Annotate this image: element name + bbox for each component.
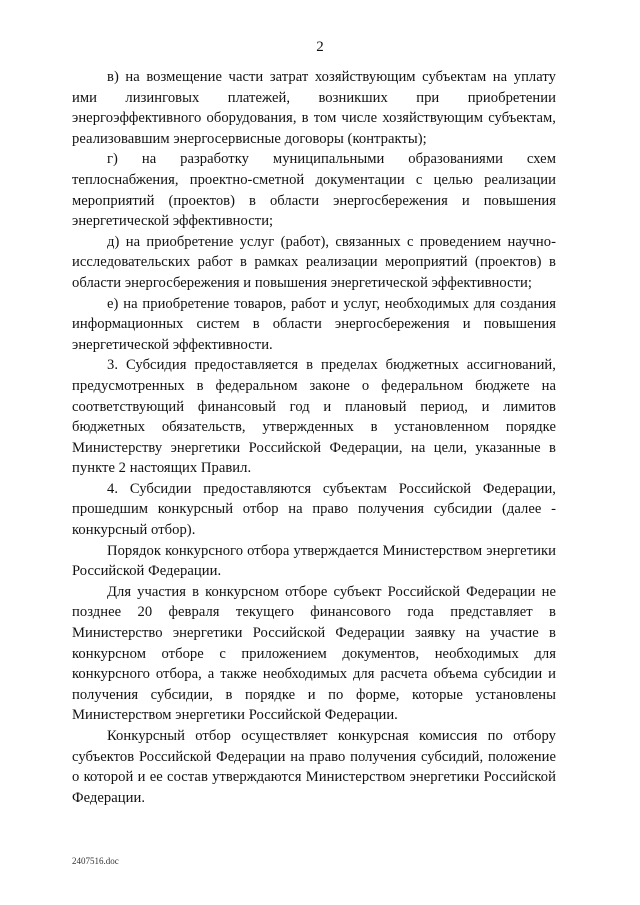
paragraph-item-v: в) на возмещение части затрат хозяйствующим субъектам на уплату ими лизинговых платежей, возникших при приобретении энергоэффективного оборудования, в том числе хозяйствующим субъектам, реализовавшим энергосервисные договоры (контракты); [72,69,556,147]
paragraph-item-e: е) на приобретение товаров, работ и услуг, необходимых для создания информационных систем в области энергосбережения и повышения энергетической эффективности. [72,295,556,353]
paragraph-clause-4: 4. Субсидии предоставляются субъектам Российской Федерации, прошедшим конкурсный отбор на право получения субсидии (далее - конкурсный отбор). [72,480,556,539]
document-body [72,67,556,808]
paragraph-item-g: г) на разработку муниципальными образованиями схем теплоснабжения, проектно-сметной документации с целью реализации мероприятий (проектов) в области энергосбережения и повышения энергетической эффективности; [72,151,556,230]
paragraph-selection-commission: Конкурсный отбор осуществляет конкурсная комиссия по отбору субъектов Российской Федерации на право получения субсидий, положение о которой и ее состав утверждаются Министерством энергетики Российской Федерации. [72,728,556,806]
document-file-code: 2407516.doc [72,856,119,866]
paragraph-selection-procedure: Порядок конкурсного отбора утверждается Министерством энергетики Российской Федерации. [72,542,556,580]
page-number: 2 [316,39,324,55]
paragraph-application-submission: Для участия в конкурсном отборе субъект Российской Федерации не позднее 20 февраля текущего финансового года представляет в Министерство энергетики Российской Федерации заявку на участие в конкурсном отборе с приложением документов, необходимых для конкурсного отбора, а также необходимых для расчета объема субсидии и получения субсидии, в порядке и по форме, которые установлены Министерством энергетики Российской Федерации. [72,583,556,724]
paragraph-clause-3: 3. Субсидия предоставляется в пределах бюджетных ассигнований, предусмотренных в федеральном законе о федеральном бюджете на соответствующий финансовый год и плановый период, и лимитов бюджетных обязательств, утвержденных в установленном порядке Министерству энергетики Российской Федерации, на цели, указанные в пункте 2 настоящих Правил. [72,357,556,477]
paragraph-item-d: д) на приобретение услуг (работ), связанных с проведением научно-исследовательских работ в рамках реализации мероприятий (проектов) в области энергосбережения и повышения энергетической эффективности; [72,233,556,291]
